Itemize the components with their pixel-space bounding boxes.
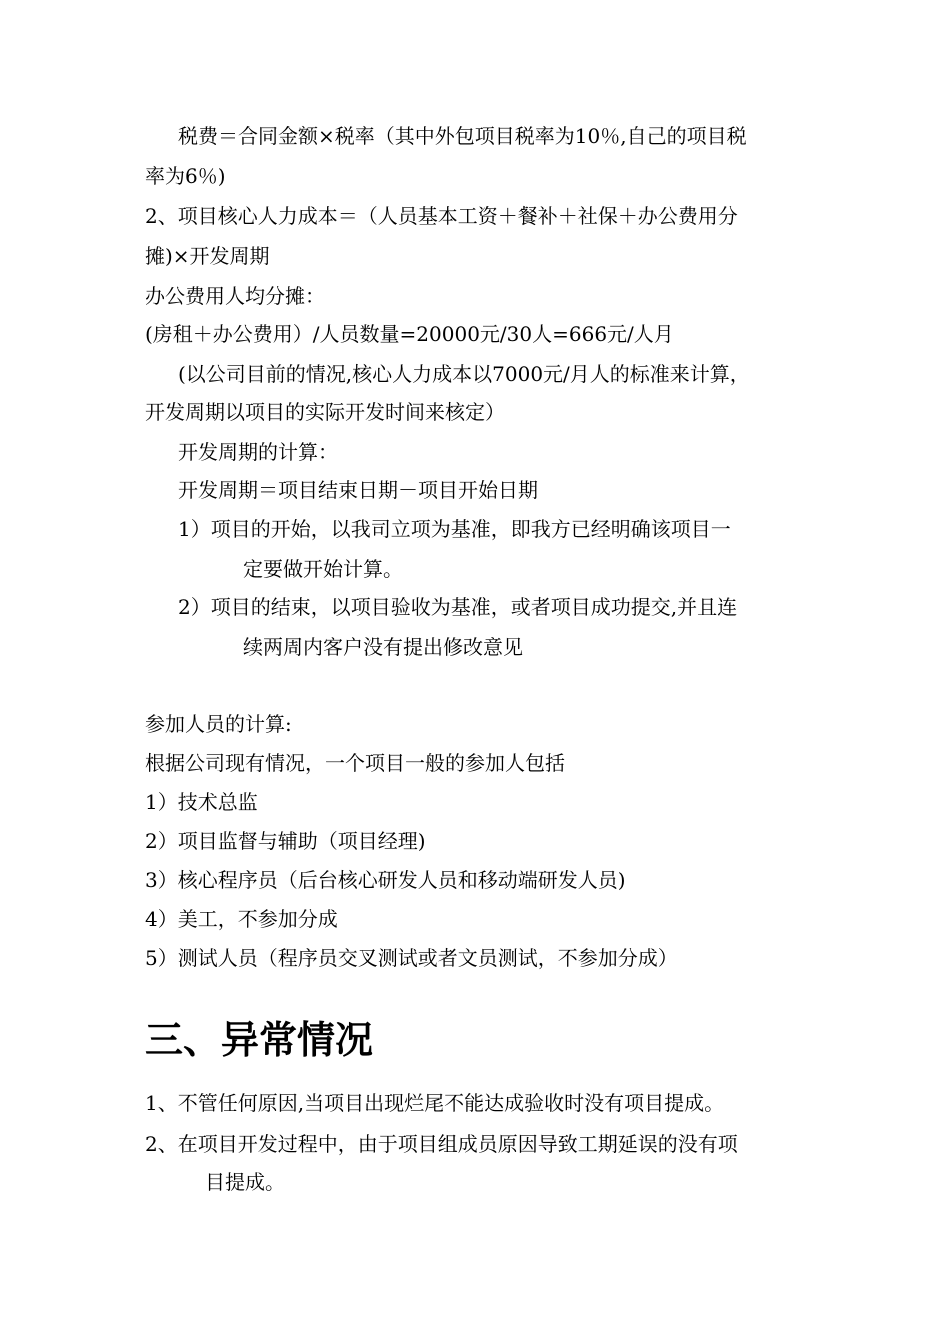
list-item-continuation: 目提成。 <box>205 1170 285 1194</box>
list-item: 1）技术总监 <box>145 790 258 814</box>
text-line: 根据公司现有情况，一个项目一般的参加人包括 <box>145 751 565 775</box>
list-item: 1、不管任何原因,当项目出现烂尾不能达成验收时没有项目提成。 <box>145 1091 725 1115</box>
list-item: 3）核心程序员（后台核心研发人员和移动端研发人员) <box>145 868 626 892</box>
list-item: 1）项目的开始，以我司立项为基准，即我方已经明确该项目一 <box>178 517 731 541</box>
list-item: 2）项目的结束，以项目验收为基准，或者项目成功提交,并且连 <box>178 595 738 619</box>
text-line: 参加人员的计算: <box>145 712 292 736</box>
text-line: 开发周期的计算： <box>178 440 338 464</box>
section-heading: 三、异常情况 <box>145 1018 374 1062</box>
text-line: 率为6％) <box>145 164 226 188</box>
list-item: 2）项目监督与辅助（项目经理) <box>145 829 426 853</box>
text-line: (房租＋办公费用）/人员数量=20000元/30人=666元/人月 <box>145 322 674 346</box>
text-line: 办公费用人均分摊： <box>145 284 325 308</box>
list-item-continuation: 续两周内客户没有提出修改意见 <box>243 635 523 659</box>
text-line: 开发周期以项目的实际开发时间来核定） <box>145 400 505 424</box>
text-line: (以公司目前的情况,核心人力成本以7000元/月人的标准来计算， <box>178 362 750 386</box>
text-line: 开发周期＝项目结束日期－项目开始日期 <box>178 478 538 502</box>
text-line: 摊)×开发周期 <box>145 244 270 268</box>
text-line: 税费＝合同金额×税率（其中外包项目税率为10％,自己的项目税 <box>178 124 747 148</box>
list-item: 5）测试人员（程序员交叉测试或者文员测试，不参加分成） <box>145 946 678 970</box>
text-line: 2、项目核心人力成本＝（人员基本工资＋餐补＋社保＋办公费用分 <box>145 204 738 228</box>
list-item: 4）美工，不参加分成 <box>145 907 338 931</box>
list-item-continuation: 定要做开始计算。 <box>243 557 403 581</box>
list-item: 2、在项目开发过程中，由于项目组成员原因导致工期延误的没有项 <box>145 1132 738 1156</box>
